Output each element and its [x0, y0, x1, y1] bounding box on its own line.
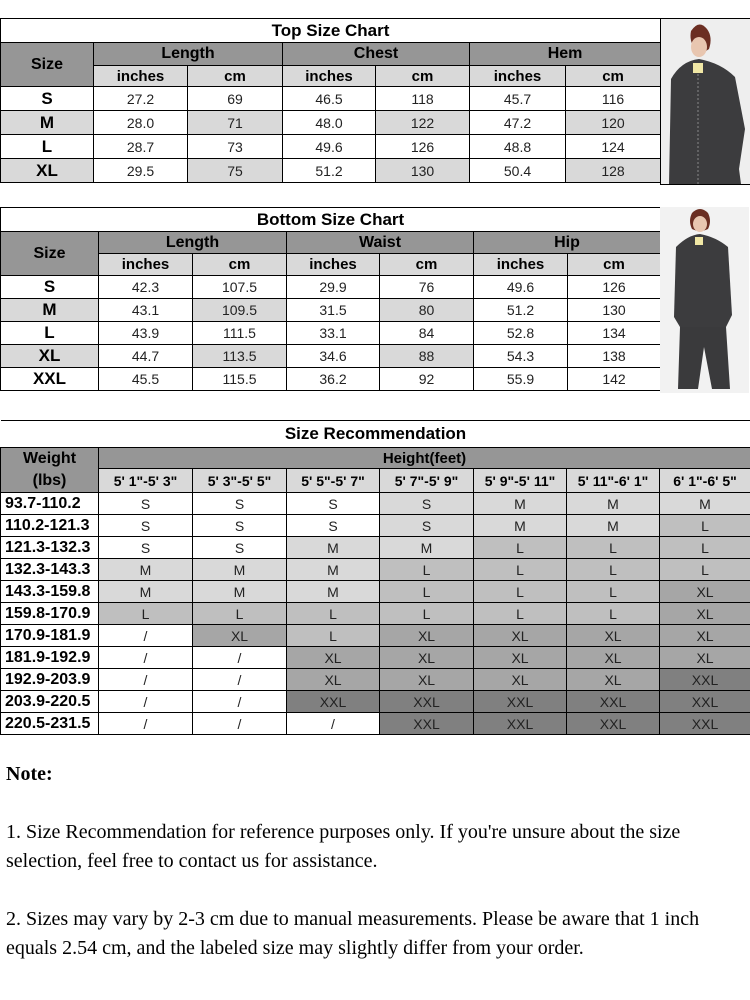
recommended-size-cell: M	[193, 581, 287, 603]
weight-range-cell: 220.5-231.5	[1, 713, 99, 735]
measurement-cell: 124	[566, 135, 661, 159]
recommended-size-cell: S	[99, 493, 193, 515]
recommended-size-cell: XL	[660, 581, 750, 603]
table-row	[1, 669, 750, 691]
recommended-size-cell: L	[99, 603, 193, 625]
recommended-size-cell: L	[474, 603, 567, 625]
measurement-cell: 111.5	[193, 322, 287, 345]
weight-range-cell: 132.3-143.3	[1, 559, 99, 581]
measurement-cell: 49.6	[283, 135, 376, 159]
group-header-waist: Waist	[287, 232, 474, 254]
measurement-cell: 88	[380, 345, 474, 368]
measurement-cell: 48.0	[283, 111, 376, 135]
bottom-size-chart	[0, 207, 661, 391]
recommended-size-cell: S	[287, 515, 380, 537]
recommended-size-cell: XL	[193, 625, 287, 647]
recommended-size-cell: XXL	[474, 691, 567, 713]
measurement-cell: 33.1	[287, 322, 380, 345]
measurement-cell: 45.5	[99, 368, 193, 391]
recommended-size-cell: XL	[287, 669, 380, 691]
measurement-cell: 107.5	[193, 276, 287, 299]
recommended-size-cell: L	[474, 581, 567, 603]
recommended-size-cell: /	[193, 713, 287, 735]
recommended-size-cell: L	[380, 559, 474, 581]
measurement-cell: 43.1	[99, 299, 193, 322]
recommended-size-cell: XL	[287, 647, 380, 669]
table-row	[1, 299, 661, 322]
unit-header: cm	[188, 66, 283, 87]
group-header-length: Length	[99, 232, 287, 254]
recommended-size-cell: /	[99, 647, 193, 669]
recommended-size-cell: XXL	[660, 713, 750, 735]
recommended-size-cell: XXL	[660, 691, 750, 713]
measurement-cell: 46.5	[283, 87, 376, 111]
recommended-size-cell: XL	[474, 669, 567, 691]
recommended-size-cell: XXL	[380, 691, 474, 713]
recommended-size-cell: XL	[567, 669, 660, 691]
unit-header: cm	[568, 254, 661, 276]
size-cell: S	[1, 87, 94, 111]
recommended-size-cell: L	[380, 581, 474, 603]
weight-range-cell: 170.9-181.9	[1, 625, 99, 647]
top-chart-title: Top Size Chart	[1, 19, 661, 43]
height-range-header: 5' 11"-6' 1"	[567, 469, 660, 493]
unit-header: cm	[193, 254, 287, 276]
table-row	[1, 559, 750, 581]
table-row	[1, 493, 750, 515]
group-header-chest: Chest	[283, 43, 470, 66]
table-row	[1, 537, 750, 559]
weight-column-header	[1, 448, 99, 493]
table-row	[1, 581, 750, 603]
recommended-size-cell: M	[474, 493, 567, 515]
recommended-size-cell: /	[99, 691, 193, 713]
measurement-cell: 75	[188, 159, 283, 183]
table-row	[1, 691, 750, 713]
recommendation-title: Size Recommendation	[1, 421, 750, 448]
table-row	[1, 135, 661, 159]
weight-range-cell: 192.9-203.9	[1, 669, 99, 691]
recommended-size-cell: /	[193, 647, 287, 669]
measurement-cell: 116	[566, 87, 661, 111]
measurement-cell: 130	[376, 159, 470, 183]
recommended-size-cell: M	[193, 559, 287, 581]
recommended-size-cell: XL	[660, 625, 750, 647]
measurement-cell: 52.8	[474, 322, 568, 345]
recommended-size-cell: M	[287, 559, 380, 581]
recommended-size-cell: L	[660, 559, 750, 581]
weight-range-cell: 203.9-220.5	[1, 691, 99, 713]
bottom-model-photo	[660, 207, 749, 393]
table-row	[1, 322, 661, 345]
measurement-cell: 43.9	[99, 322, 193, 345]
measurement-cell: 55.9	[474, 368, 568, 391]
note-item: 1. Size Recommendation for reference purposes only. If you're unsure about the size selection, feel free to contact us for assistance.	[6, 821, 681, 872]
recommended-size-cell: XXL	[474, 713, 567, 735]
weight-unit-label: (lbs)	[32, 472, 67, 489]
unit-header: cm	[566, 66, 661, 87]
size-cell: XL	[1, 345, 99, 368]
recommended-size-cell: M	[99, 559, 193, 581]
measurement-cell: 69	[188, 87, 283, 111]
recommended-size-cell: /	[287, 713, 380, 735]
size-cell: M	[1, 299, 99, 322]
measurement-cell: 54.3	[474, 345, 568, 368]
recommended-size-cell: M	[380, 537, 474, 559]
recommended-size-cell: L	[567, 559, 660, 581]
recommended-size-cell: /	[99, 713, 193, 735]
weight-range-cell: 159.8-170.9	[1, 603, 99, 625]
recommended-size-cell: S	[380, 493, 474, 515]
recommended-size-cell: XXL	[660, 669, 750, 691]
measurement-cell: 50.4	[470, 159, 566, 183]
measurement-cell: 115.5	[193, 368, 287, 391]
size-cell: S	[1, 276, 99, 299]
recommended-size-cell: M	[660, 493, 750, 515]
table-row	[1, 159, 661, 183]
measurement-cell: 113.5	[193, 345, 287, 368]
measurement-cell: 51.2	[474, 299, 568, 322]
table-row	[1, 87, 661, 111]
measurement-cell: 29.9	[287, 276, 380, 299]
recommended-size-cell: L	[380, 603, 474, 625]
measurement-cell: 138	[568, 345, 661, 368]
recommended-size-cell: XL	[474, 625, 567, 647]
measurement-cell: 122	[376, 111, 470, 135]
recommended-size-cell: M	[99, 581, 193, 603]
measurement-cell: 109.5	[193, 299, 287, 322]
table-row	[1, 647, 750, 669]
measurement-cell: 120	[566, 111, 661, 135]
size-recommendation-table	[0, 420, 750, 735]
recommended-size-cell: M	[567, 493, 660, 515]
measurement-cell: 51.2	[283, 159, 376, 183]
size-cell: L	[1, 322, 99, 345]
measurement-cell: 71	[188, 111, 283, 135]
table-row	[1, 515, 750, 537]
height-range-header: 5' 7"-5' 9"	[380, 469, 474, 493]
measurement-cell: 44.7	[99, 345, 193, 368]
size-cell: M	[1, 111, 94, 135]
recommended-size-cell: XL	[567, 647, 660, 669]
height-range-header: 5' 1"-5' 3"	[99, 469, 193, 493]
unit-header: inches	[470, 66, 566, 87]
recommended-size-cell: /	[99, 625, 193, 647]
recommended-size-cell: M	[474, 515, 567, 537]
recommended-size-cell: S	[99, 515, 193, 537]
recommended-size-cell: L	[567, 603, 660, 625]
recommended-size-cell: XXL	[567, 691, 660, 713]
size-column-header: Size	[1, 232, 99, 276]
unit-header: inches	[94, 66, 188, 87]
size-cell: XL	[1, 159, 94, 183]
table-row	[1, 111, 661, 135]
table-row	[1, 368, 661, 391]
top-size-chart	[0, 18, 661, 183]
unit-header: cm	[376, 66, 470, 87]
measurement-cell: 84	[380, 322, 474, 345]
measurement-cell: 130	[568, 299, 661, 322]
measurement-cell: 126	[376, 135, 470, 159]
group-header-hem: Hem	[470, 43, 661, 66]
measurement-cell: 28.0	[94, 111, 188, 135]
weight-range-cell: 181.9-192.9	[1, 647, 99, 669]
measurement-cell: 31.5	[287, 299, 380, 322]
height-range-header: 5' 3"-5' 5"	[193, 469, 287, 493]
recommended-size-cell: L	[660, 515, 750, 537]
recommended-size-cell: L	[567, 537, 660, 559]
measurement-cell: 47.2	[470, 111, 566, 135]
notes-heading: Note:	[6, 763, 53, 785]
recommended-size-cell: /	[193, 669, 287, 691]
weight-range-cell: 121.3-132.3	[1, 537, 99, 559]
measurement-cell: 128	[566, 159, 661, 183]
table-row	[1, 345, 661, 368]
measurement-cell: 48.8	[470, 135, 566, 159]
height-group-header: Height(feet)	[99, 448, 750, 469]
recommended-size-cell: XL	[660, 603, 750, 625]
table-row	[1, 713, 750, 735]
recommended-size-cell: XL	[380, 669, 474, 691]
measurement-cell: 28.7	[94, 135, 188, 159]
weight-label: Weight	[22, 450, 77, 467]
measurement-cell: 118	[376, 87, 470, 111]
recommended-size-cell: L	[193, 603, 287, 625]
weight-range-cell: 93.7-110.2	[1, 493, 99, 515]
recommended-size-cell: /	[99, 669, 193, 691]
unit-header: inches	[287, 254, 380, 276]
recommended-size-cell: M	[287, 581, 380, 603]
unit-header: inches	[99, 254, 193, 276]
group-header-hip: Hip	[474, 232, 661, 254]
size-cell: XXL	[1, 368, 99, 391]
recommended-size-cell: L	[474, 559, 567, 581]
recommended-size-cell: L	[660, 537, 750, 559]
recommended-size-cell: L	[287, 625, 380, 647]
measurement-cell: 42.3	[99, 276, 193, 299]
measurement-cell: 45.7	[470, 87, 566, 111]
unit-header: cm	[380, 254, 474, 276]
measurement-cell: 27.2	[94, 87, 188, 111]
recommended-size-cell: XXL	[567, 713, 660, 735]
recommended-size-cell: S	[287, 493, 380, 515]
height-range-header: 5' 5"-5' 7"	[287, 469, 380, 493]
recommended-size-cell: XL	[567, 625, 660, 647]
measurement-cell: 49.6	[474, 276, 568, 299]
unit-header: inches	[474, 254, 568, 276]
measurement-cell: 134	[568, 322, 661, 345]
recommended-size-cell: L	[567, 581, 660, 603]
measurement-cell: 76	[380, 276, 474, 299]
table-row	[1, 603, 750, 625]
measurement-cell: 142	[568, 368, 661, 391]
measurement-cell: 126	[568, 276, 661, 299]
measurement-cell: 34.6	[287, 345, 380, 368]
recommended-size-cell: S	[380, 515, 474, 537]
recommended-size-cell: S	[193, 537, 287, 559]
weight-range-cell: 143.3-159.8	[1, 581, 99, 603]
recommended-size-cell: L	[474, 537, 567, 559]
note-item: 2. Sizes may vary by 2-3 cm due to manual measurements. Please be aware that 1 inch equals 2.54 cm, and the labeled size may slightly differ from your order.	[6, 908, 700, 959]
measurement-cell: 29.5	[94, 159, 188, 183]
unit-header: inches	[283, 66, 376, 87]
recommended-size-cell: XL	[474, 647, 567, 669]
recommended-size-cell: S	[193, 515, 287, 537]
recommended-size-cell: M	[287, 537, 380, 559]
measurement-cell: 92	[380, 368, 474, 391]
notes-section	[6, 760, 744, 992]
top-model-photo	[660, 18, 750, 185]
recommended-size-cell: M	[567, 515, 660, 537]
measurement-cell: 80	[380, 299, 474, 322]
bottom-chart-title: Bottom Size Chart	[1, 208, 661, 232]
group-header-length: Length	[94, 43, 283, 66]
recommended-size-cell: XL	[380, 647, 474, 669]
size-cell: L	[1, 135, 94, 159]
table-row	[1, 625, 750, 647]
recommended-size-cell: XXL	[380, 713, 474, 735]
height-range-header: 6' 1"-6' 5"	[660, 469, 750, 493]
recommended-size-cell: L	[287, 603, 380, 625]
recommended-size-cell: /	[193, 691, 287, 713]
height-range-header: 5' 9"-5' 11"	[474, 469, 567, 493]
recommended-size-cell: S	[193, 493, 287, 515]
recommended-size-cell: S	[99, 537, 193, 559]
weight-range-cell: 110.2-121.3	[1, 515, 99, 537]
recommended-size-cell: XXL	[287, 691, 380, 713]
recommended-size-cell: XL	[660, 647, 750, 669]
measurement-cell: 73	[188, 135, 283, 159]
recommended-size-cell: XL	[380, 625, 474, 647]
size-column-header: Size	[1, 43, 94, 87]
table-row	[1, 276, 661, 299]
measurement-cell: 36.2	[287, 368, 380, 391]
